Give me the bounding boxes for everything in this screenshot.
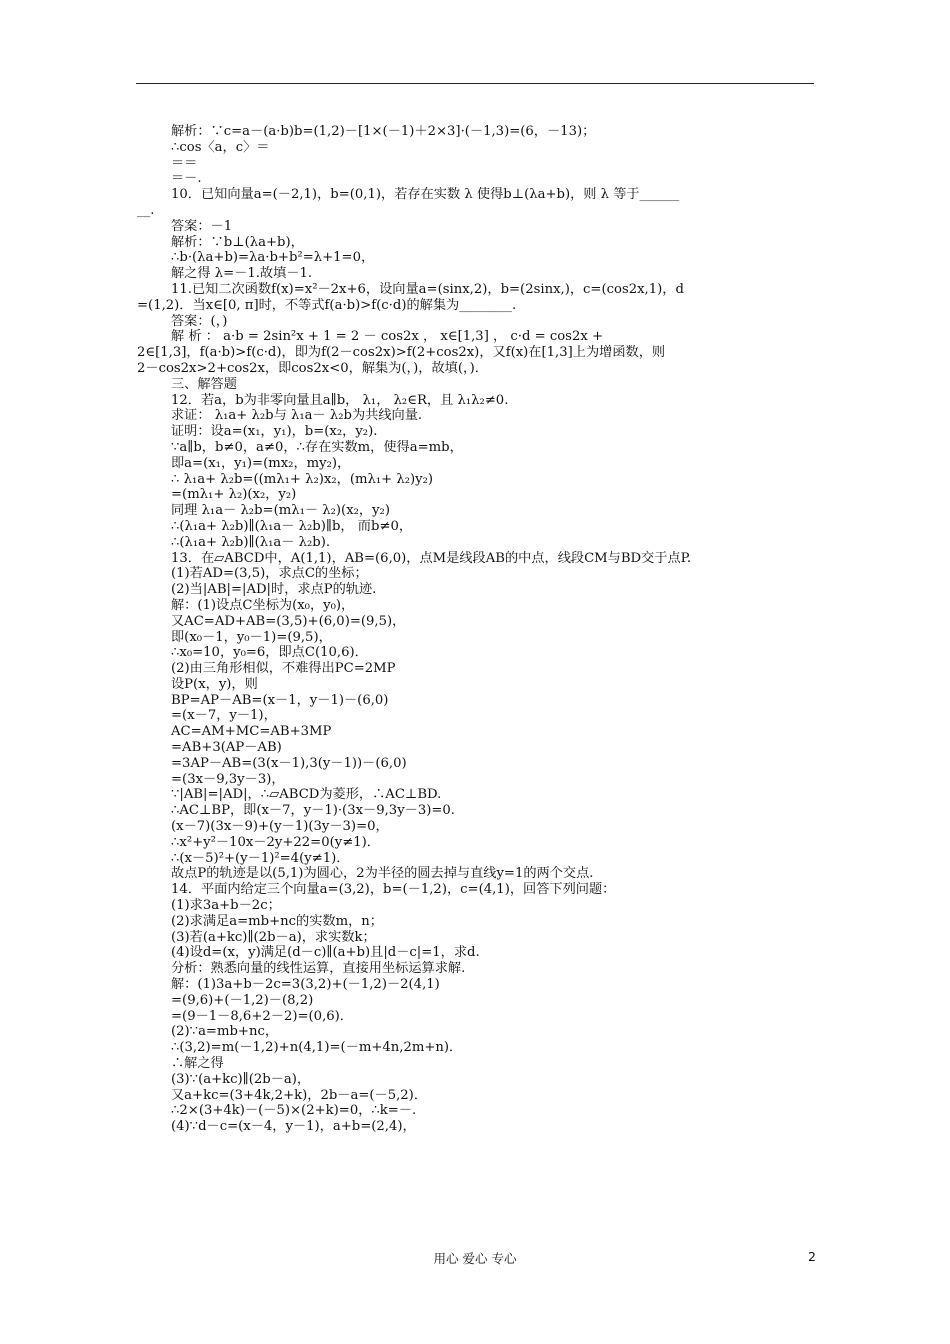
text-line: 证明：设a=(x₁，y₁)，b=(x₂，y₂). [171,424,378,440]
page-number: 2 [808,1249,816,1264]
text-line: ＝－. [171,171,202,187]
text-line: ＝＝ [171,155,198,171]
text-line: (x－7)(3x－9)+(y－1)(3y－3)=0， [171,819,389,835]
text-line: =(x－7，y－1)， [171,708,277,724]
text-line: 答案：(，) [171,313,228,329]
text-line: =(1,2)．当x∈[0, π]时，不等式f(a·b)>f(c·d)的解集为________. [137,297,517,313]
text-line: (4)∵d－c=(x－4，y－1)，a+b=(2,4)， [171,1119,416,1135]
text-line: ∴b·(λa+b)=λa·b+b²=λ+1=0， [171,250,375,266]
text-line: (2)由三角形相似，不难得出PC=2MP [171,661,396,677]
text-line: ∴x²+y²－10x－2y+22=0(y≠1)． [171,834,380,850]
text-line: (3)∵(a+kc)∥(2b－a)， [171,1071,311,1087]
text-line: 即a=(x₁，y₁)=(mx₂，my₂)， [171,455,351,471]
text-line: 求证： λ₁a+ λ₂b与 λ₁a－ λ₂b为共线向量. [171,408,423,424]
text-line: =(3x－9,3y－3)， [171,771,285,787]
text-line: =AB+3(AP－AB) [171,740,282,756]
text-line: =(mλ₁+ λ₂)(x₂，y₂) [171,487,297,503]
text-line: ∴(λ₁a+ λ₂b)∥(λ₁a－ λ₂b). [171,534,331,550]
text-line: 同理 λ₁a－ λ₂b=(mλ₁－ λ₂)(x₂，y₂) [171,503,390,519]
text-line: ∴ λ₁a+ λ₂b=((mλ₁+ λ₂)x₂，(mλ₁+ λ₂)y₂) [171,471,434,487]
text-line: 设P(x，y)，则 [171,676,258,692]
text-line: ∵|AB|=|AD|，∴▱ABCD为菱形，∴AC⊥BD. [171,787,442,803]
text-line: ∵a∥b，b≠0，a≠0，∴存在实数m，使得a=mb， [171,439,463,455]
text-line: ∴2×(3+4k)－(－5)×(2+k)=0，∴k=－. [171,1103,417,1119]
text-line: 答案：－1 [171,218,233,234]
text-line: =(9－1－8,6+2－2)=(0,6)． [171,1008,353,1024]
header-rule [136,83,814,84]
text-line: ∴(x－5)²+(y－1)²=4(y≠1)． [171,850,350,866]
text-line: AC=AM+MC=AB+3MP [171,724,332,740]
text-line: __. [137,202,155,218]
text-line: ∴解之得 [171,1056,224,1072]
text-line: 13．在▱ABCD中，A(1,1)，AB=(6,0)，点M是线段AB的中点，线段CM与BD交于点P. [171,550,692,566]
text-line: (2)∵a=mb+nc， [171,1024,279,1040]
text-line: ∴(λ₁a+ λ₂b)∥(λ₁a－ λ₂b)∥b， 而b≠0， [171,518,413,534]
text-line: 解之得 λ=－1.故填－1. [171,266,313,282]
text-line: BP=AP－AB=(x－1，y－1)－(6,0) [171,692,389,708]
text-line: (2)求满足a=mb+nc的实数m，n； [171,913,383,929]
footer-text: 用心 爱心 专心 [433,1251,517,1266]
text-line: 2－cos2x>2+cos2x，即cos2x<0，解集为(，)，故填(，)． [137,360,488,376]
text-line: 解析：∵b⊥(λa+b)， [171,234,304,250]
text-line: ∴x₀=10，y₀=6，即点C(10,6)． [171,645,368,661]
text-line: (1)若AD=(3,5)，求点C的坐标； [171,566,368,582]
text-line: 又AC=AD+AB=(3,5)+(6,0)=(9,5)， [171,613,406,629]
text-line: =3AP－AB=(3(x－1),3(y－1))－(6,0) [171,755,407,771]
text-line: 故点P的轨迹是以(5,1)为圆心，2为半径的圆去掉与直线y=1的两个交点. [171,866,594,882]
text-line: 三、解答题 [171,376,237,392]
text-line: 分析：熟悉向量的线性运算，直接用坐标运算求解. [171,961,466,977]
text-line: ∴AC⊥BP，即(x－7，y－1)·(3x－9,3y－3)=0. [171,803,455,819]
text-line: 12．若a，b为非零向量且a∥b， λ₁， λ₂∈R，且 λ₁λ₂≠0. [171,392,509,408]
text-line: 又a+kc=(3+4k,2+k)，2b－a=(－5,2)． [171,1087,428,1103]
text-line: (4)设d=(x，y)满足(d－c)∥(a+b)且|d－c|=1，求d. [171,945,480,961]
text-line: 11.已知二次函数f(x)=x²－2x+6，设向量a=(sinx,2)，b=(2sinx,)，c=(cos2x,1)，d [171,281,684,297]
text-line: 即(x₀－1，y₀－1)=(9,5)， [171,629,332,645]
text-line: (3)若(a+kc)∥(2b－a)，求实数k； [171,929,376,945]
text-line: 解：(1)设点C坐标为(x₀，y₀)， [171,597,355,613]
text-line: 10．已知向量a=(－2,1)，b=(0,1)，若存在实数 λ 使得b⊥(λa+b)，则 λ 等于______ [171,187,680,203]
text-line: ∴cos〈a，c〉＝ [171,139,270,155]
text-line: 2∈[1,3]，f(a·b)>f(c·d)，即为f(2－cos2x)>f(2+cos2x)，又f(x)在[1,3]上为增函数，则 [137,345,666,361]
text-line: 解 析 ： a·b = 2sin²x + 1 = 2 － cos2x ， x∈[1,3] ， c·d = cos2x + [171,329,604,345]
text-line: =(9,6)+(－1,2)－(8,2) [171,992,314,1008]
text-line: (1)求3a+b－2c； [171,898,281,914]
text-line: 解析：∵c=a－(a·b)b=(1,2)－[1×(－1)＋2×3]·(－1,3)=(6，－13)； [171,124,596,139]
text-line: 14．平面内给定三个向量a=(3,2)，b=(－1,2)，c=(4,1)，回答下列问题： [171,882,616,898]
document-body [137,124,816,1135]
text-line: 解：(1)3a+b－2c=3(3,2)+(－1,2)－2(4,1) [171,977,440,993]
text-line: (2)当|AB|=|AD|时，求点P的轨迹. [171,582,377,598]
text-line: ∴(3,2)=m(－1,2)+n(4,1)=(－m+4n,2m+n)． [171,1040,463,1056]
